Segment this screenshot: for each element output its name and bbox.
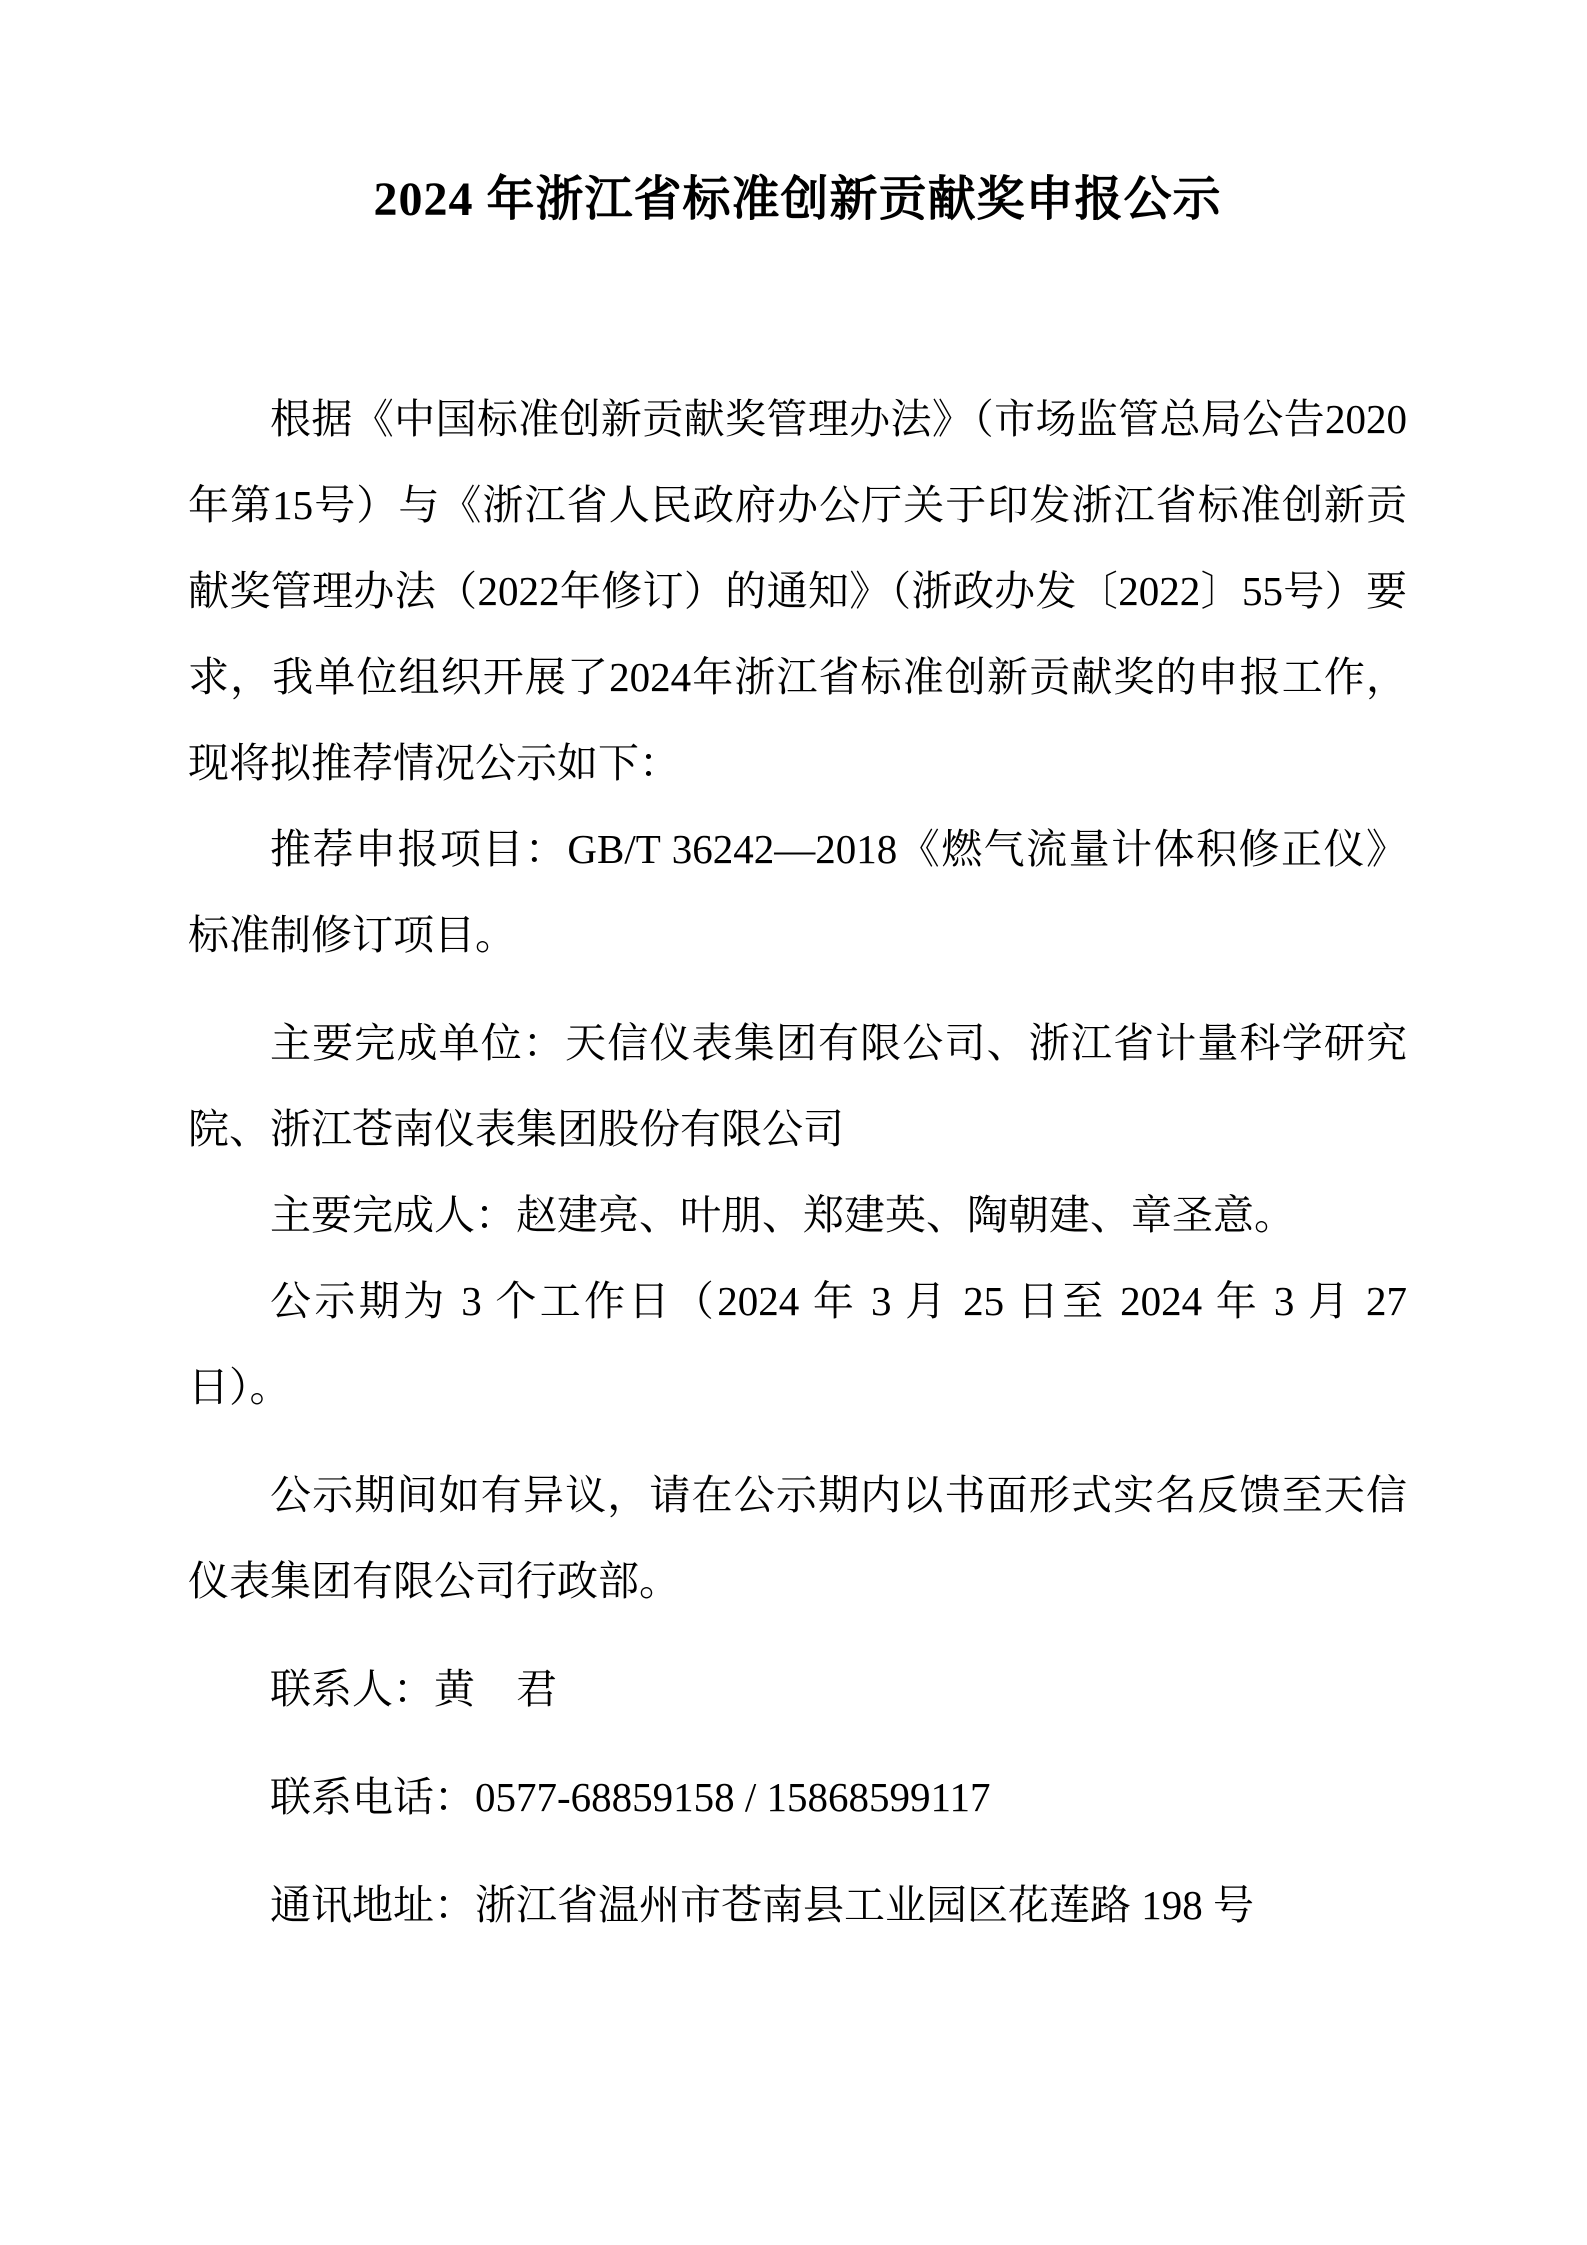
mailing-address-line: 通讯地址：浙江省温州市苍南县工业园区花莲路 198 号 — [270, 1882, 1254, 1928]
document-title: 2024 年浙江省标准创新贡献奖申报公示 — [373, 173, 1222, 226]
contact-phone-line: 联系电话：0577-68859158 / 15868599117 — [270, 1774, 991, 1820]
paragraph-completing-persons: 主要完成人：赵建亮、叶朋、郑建英、陶朝建、章圣意。 — [270, 1192, 1295, 1238]
paragraph-objection-notice: 公示期间如有异议，请在公示期内以书面形式实名反馈至天信仪表集团有限公司行政部。 — [188, 1472, 1407, 1604]
paragraph-publicity-period: 公示期为 3 个工作日（2024 年 3 月 25 日至 2024 年 3 月 27 日）。 — [188, 1278, 1407, 1410]
contact-person-line: 联系人：黄 君 — [270, 1666, 557, 1712]
document-body — [188, 376, 1407, 1948]
paragraph-recommended-project: 推荐申报项目：GB/T 36242—2018《燃气流量计体积修正仪》标准制修订项目。 — [188, 826, 1407, 958]
paragraph-legal-basis: 根据《中国标准创新贡献奖管理办法》（市场监管总局公告2020年第15号）与《浙江省人民政府办公厅关于印发浙江省标准创新贡献奖管理办法（2022年修订）的通知》（浙政办发〔2022〕55号）要求，我单位组织开展了2024年浙江省标准创新贡献奖的申报工作，现将拟推荐情况公示如下： — [188, 396, 1407, 786]
paragraph-completing-units: 主要完成单位：天信仪表集团有限公司、浙江省计量科学研究院、浙江苍南仪表集团股份有限公司 — [188, 1020, 1407, 1152]
